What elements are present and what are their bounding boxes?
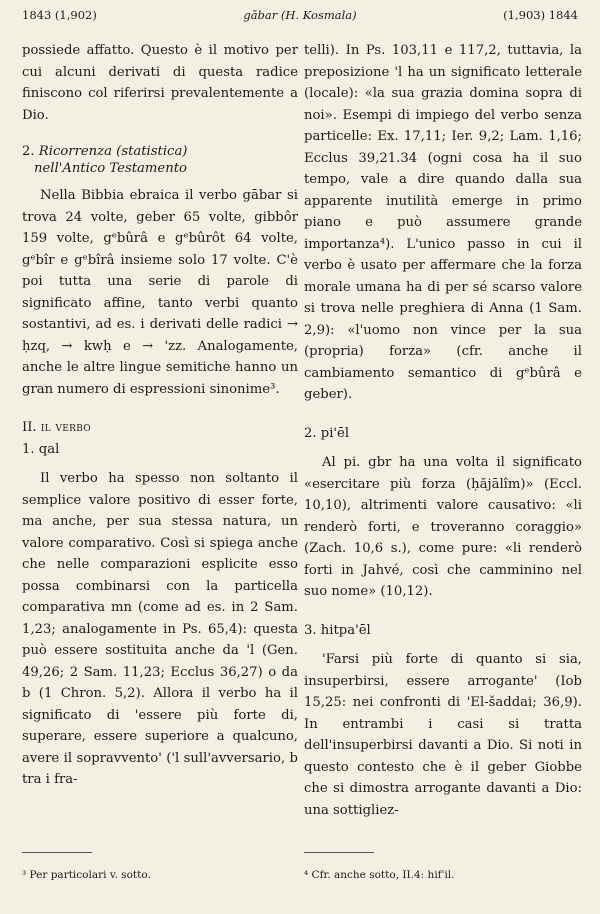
paragraph: possiede affatto. Questo è il motivo per cui alcuni derivati di questa radice finiscono col riferirsi prevalentemente a Dio. bbox=[22, 43, 298, 123]
footnote-right: ⁴ Cfr. anche sotto, II.4: hif'il. bbox=[304, 869, 455, 881]
paragraph: telli). In Ps. 103,11 e 117,2, tuttavia, la preposizione 'l ha un significato letterale (locale): «la sua grazia domina sopra di noi». Esempi di impiego del verbo senza particelle: Ex. 17,11; Ier. 9,2; Lam. 1,16; Ecclus 39,21.34 (ogni cosa ha il suo tempo, vale a dire quando dalla sua apparente inutilità emerge in primo piano e può assumere grande importanza⁴). L'unico passo in cui il verbo è usato per affermare che la forza morale umana ha di per sé scarso valore si trova nelle preghiera di Anna (1 Sam. 2,9): «l'uomo non vince per la sua (propria) forza» (cfr. anche il cambiamento semantico di gᵉbûrâ e geber). bbox=[304, 43, 582, 402]
header-left-page-number: 1843 (1,902) bbox=[22, 8, 97, 22]
section-heading bbox=[22, 143, 298, 177]
paragraph: Nella Bibbia ebraica il verbo gābar si trova 24 volte, geber 65 volte, gibbôr 159 volte, gᵉbûrâ e gᵉbûrôt 64 volte, gᵉbîr e gᵉbîrâ insieme solo 17 volte. C'è poi tutta una serie di parole di significato affine, tanto verbi quanto sostantivi, ad es. i derivati delle radici → ḥzq, → kwḥ e → 'zz. Analogamente, anche le altre lingue semitiche hanno un gran numero di espressioni sinonime³. bbox=[22, 188, 298, 397]
header-right-page-number: (1,903) 1844 bbox=[503, 8, 578, 22]
footnote-rule bbox=[22, 852, 92, 853]
subsection-heading: 1. qal bbox=[22, 441, 60, 457]
header-title: gābar (H. Kosmala) bbox=[243, 8, 357, 22]
part-heading-label: il verbo bbox=[40, 420, 91, 435]
left-column bbox=[22, 40, 298, 791]
running-header bbox=[22, 8, 578, 30]
right-column bbox=[304, 40, 582, 821]
subsection-heading: 3. hitpa'ēl bbox=[304, 622, 371, 638]
section-title-line-2: nell'Antico Testamento bbox=[34, 161, 187, 176]
part-heading-number: II. bbox=[22, 420, 37, 435]
footnote-left: ³ Per particolari v. sotto. bbox=[22, 869, 151, 881]
part-heading bbox=[22, 417, 298, 439]
section-title-line-1: Ricorrenza (statistica) bbox=[38, 144, 188, 159]
paragraph: Il verbo ha spesso non soltanto il semplice valore positivo di esser forte, ma anche, per sua stessa natura, un valore comparativo. Così si spiega anche che nelle comparazioni esplicite esso possa combinarsi con la particella comparativa mn (come ad es. in 2 Sam. 1,23; analogamente in Ps. 65,4): questa può essere sostituita anche da 'l (Gen. 49,26; 2 Sam. 11,23; Ecclus 36,27) o da b (1 Chron. 5,2). Allora il verbo ha il significato di 'essere più forte di, superare, essere superiore a qualcuno, avere il sopravvento' ('l sull'avversario, b tra i fra- bbox=[22, 471, 298, 787]
paragraph: Al pi. gbr ha una volta il significato «esercitare più forza (ḥăjālîm)» (Eccl. 10,10), altrimenti valore causativo: «li renderò forti, e troveranno coraggio» (Zach. 10,6 s.), come pure: «li renderò forti in Jahvé, così che camminino nel suo nome» (10,12). bbox=[304, 455, 582, 599]
subsection-heading: 2. pi'ēl bbox=[304, 425, 350, 441]
paragraph: 'Farsi più forte di quanto si sia, insuperbirsi, essere arrogante' (Iob 15,25: nei confronti di 'El-šaddai; 36,9). In entrambi i casi si tratta dell'insuperbirsi davanti a Dio. Si noti in questo contesto che è il geber Giobbe che si dimostra arrogante davanti a Dio: una sottigliez- bbox=[304, 652, 582, 818]
section-number: 2. bbox=[22, 144, 35, 159]
footnote-rule bbox=[304, 852, 374, 853]
